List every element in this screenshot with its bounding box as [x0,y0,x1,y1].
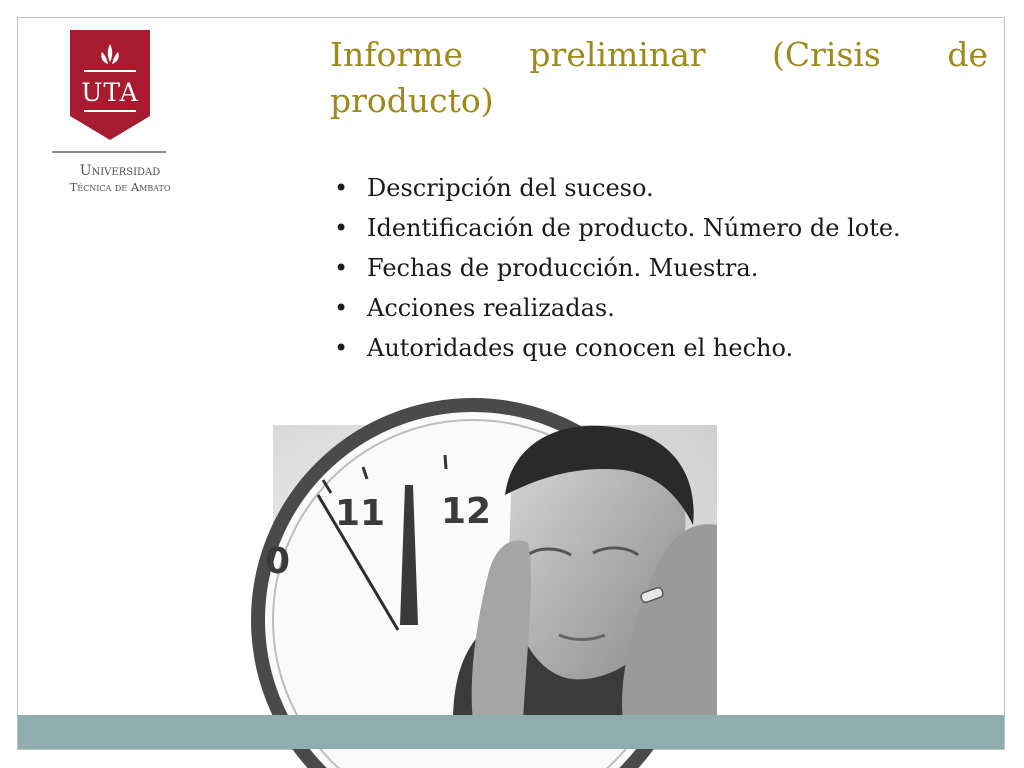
clock-numeral: 0 [265,541,291,582]
photo-illustration [265,425,717,721]
university-logo [38,28,198,198]
university-subtitle: Técnica de Ambato [69,180,171,194]
university-name: Universidad [79,163,161,179]
logo-abbreviation: UTA [81,78,139,107]
clock-numeral: 12 [441,491,492,532]
bullet-list [330,168,988,368]
bullet-item: • Acciones realizadas. [330,288,988,328]
footer-bar [18,715,1004,749]
stressed-man-clock-photo [265,425,717,721]
bullet-item: • Descripción del suceso. [330,168,988,208]
bullet-item: • Autoridades que conocen el hecho. [330,328,988,368]
logo-divider [52,151,166,153]
slide [17,17,1005,750]
clock-numeral: 11 [335,493,386,534]
bullet-item: • Identificación de producto. Número de lote. [330,208,988,248]
slide-title: Informe preliminar (Crisis de producto) [330,35,988,120]
bullet-item: • Fechas de producción. Muestra. [330,248,988,288]
